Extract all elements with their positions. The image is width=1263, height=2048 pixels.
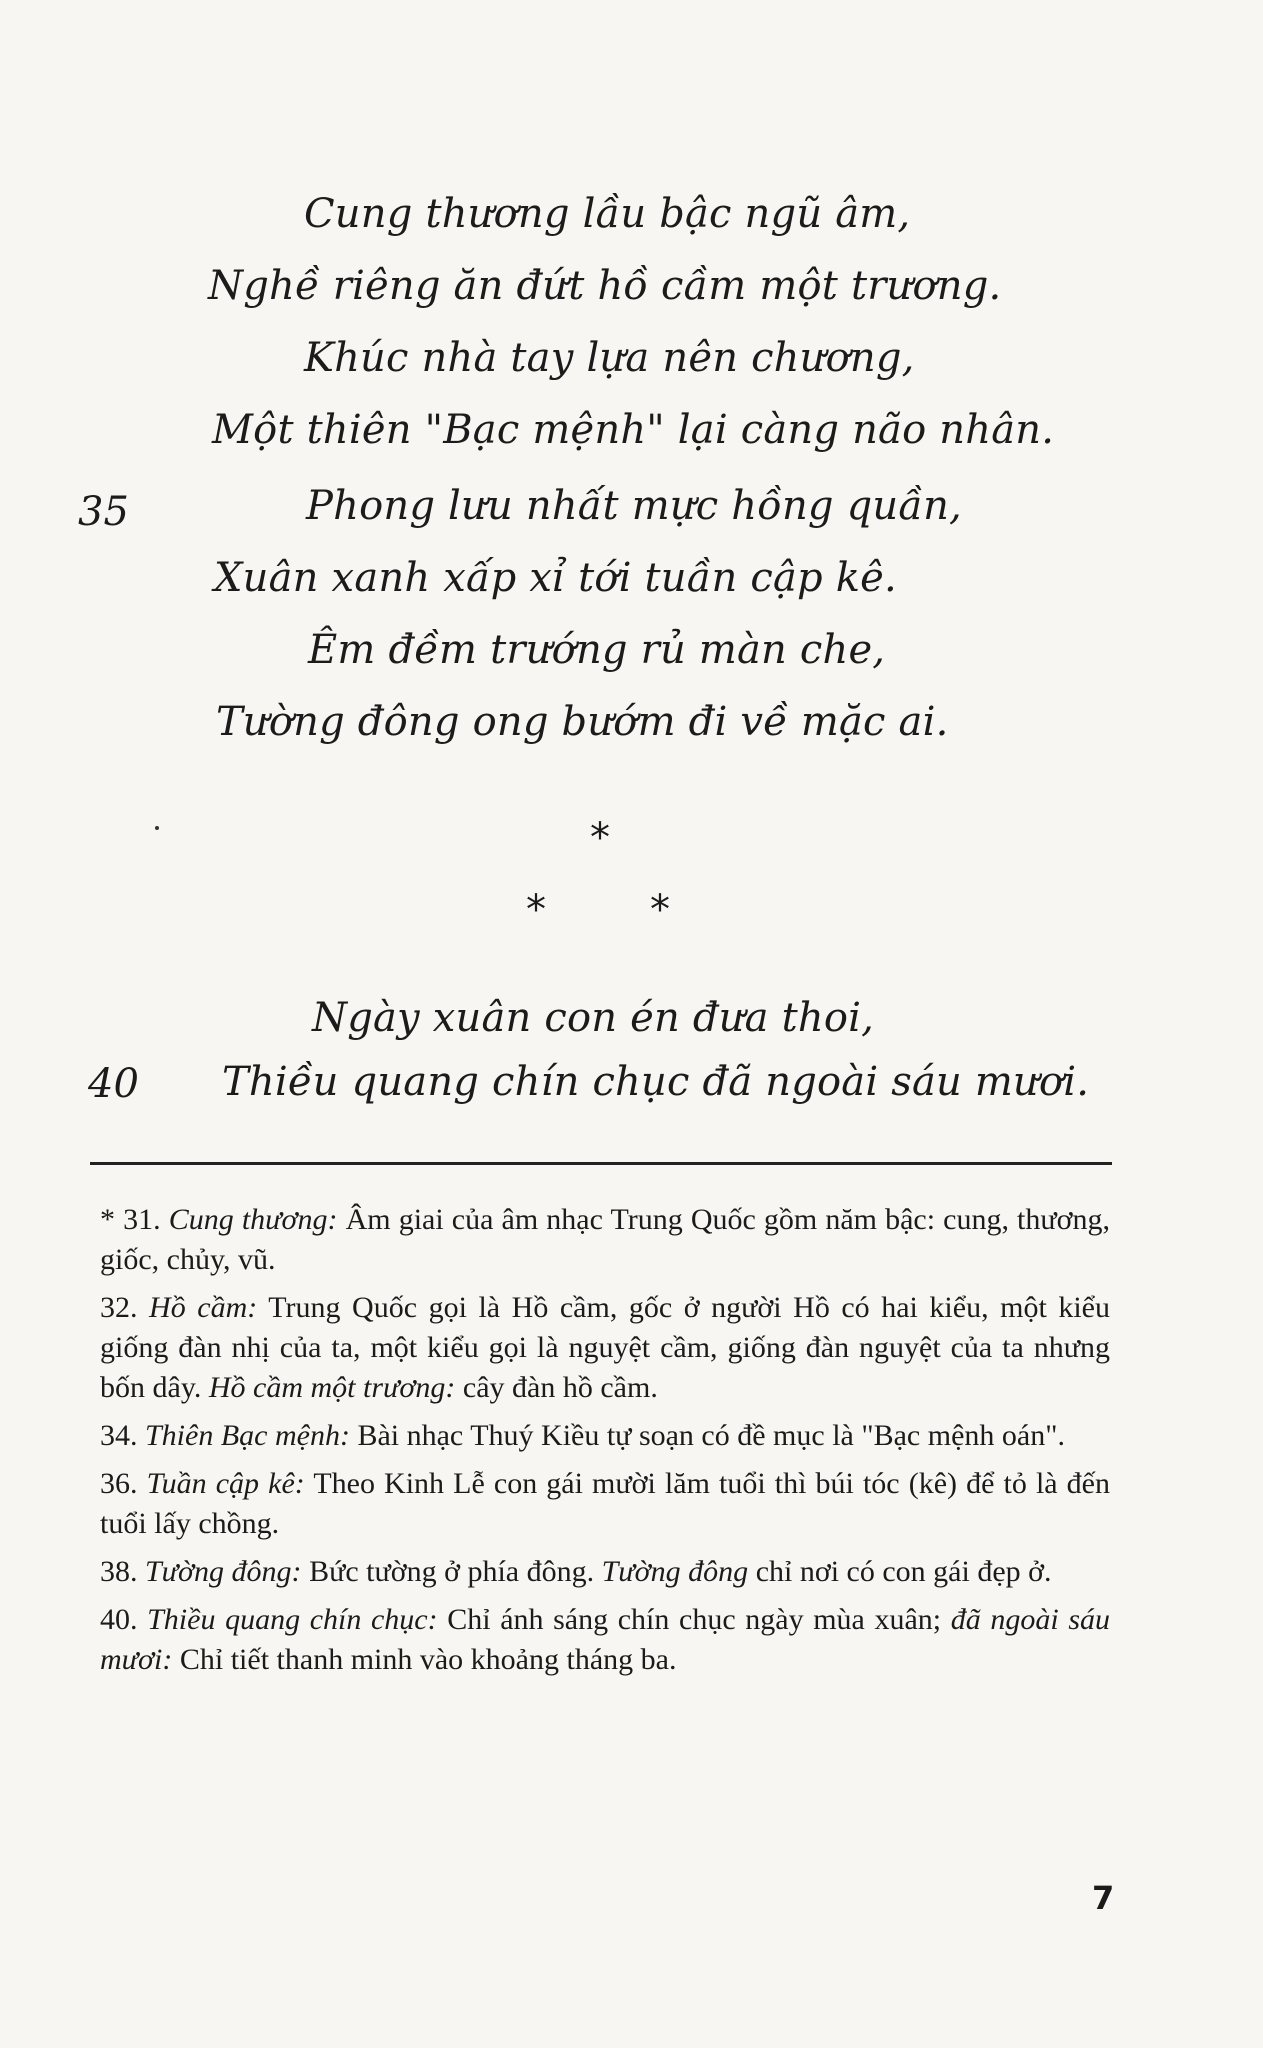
separator-star: * [590, 815, 610, 861]
separator-star: * [650, 887, 670, 933]
footnote-term: Cung thương: [168, 1203, 338, 1236]
footnote-term: Tuần cập kê: [146, 1467, 305, 1500]
footnote-text: cây đàn hồ cầm. [455, 1371, 658, 1404]
poem-line: Một thiên "Bạc mệnh" lại càng não nhân. [212, 407, 1055, 453]
footnote-number: 40. [100, 1603, 138, 1636]
footnote-text: Chỉ tiết thanh minh vào khoảng tháng ba. [172, 1643, 677, 1676]
line-number: 40 [88, 1061, 139, 1107]
footnote-32 [100, 1288, 1110, 1408]
speck [155, 826, 159, 830]
footnote-number: 31. [123, 1203, 161, 1236]
footnote-text: Bài nhạc Thuý Kiều tự soạn có đề mục là "Bạc mệnh oán". [349, 1419, 1065, 1452]
poem-line: Xuân xanh xấp xỉ tới tuần cập kê. [214, 555, 897, 601]
poem-line: Êm đềm trướng rủ màn che, [308, 627, 886, 673]
footnote-term: đã ngoài sáu mươi: [100, 1603, 1111, 1676]
footnote-38 [100, 1552, 1110, 1592]
poem-line: Ngày xuân con én đưa thoi, [312, 995, 875, 1041]
footnote-number: 36. [100, 1467, 138, 1500]
footnote-marker: * [100, 1203, 124, 1236]
footnote-text: Trung Quốc gọi là Hồ cầm, gốc ở người Hồ có hai kiểu, một kiểu giống đàn nhị của ta, một kiểu gọi là nguyệt cầm, giống đàn nguyệt của ta nhưng bốn dây. [100, 1291, 1110, 1404]
separator-star: * [526, 887, 546, 933]
footnote-31 [100, 1200, 1110, 1280]
footnote-text: Bức tường ở phía đông. [301, 1555, 595, 1588]
footnote-term: Tường đông: [145, 1555, 302, 1588]
poem-line: Phong lưu nhất mực hồng quần, [306, 483, 962, 529]
footnote-text: Theo Kinh Lễ con gái mười lăm tuổi thì búi tóc (kê) để tỏ là đến tuổi lấy chồng. [100, 1467, 1111, 1540]
footnote-34 [100, 1416, 1110, 1456]
footnote-divider [90, 1162, 1112, 1165]
footnote-text: Chỉ ánh sáng chín chục ngày mùa xuân; [437, 1603, 942, 1636]
line-number: 35 [78, 489, 129, 535]
poem-line: Thiều quang chín chục đã ngoài sáu mươi. [222, 1059, 1090, 1105]
footnote-term: Thiên Bạc mệnh: [145, 1419, 350, 1452]
poem-line: Cung thương lầu bậc ngũ âm, [304, 191, 911, 237]
footnote-number: 34. [100, 1419, 138, 1452]
footnote-number: 38. [100, 1555, 138, 1588]
footnote-40 [100, 1600, 1110, 1680]
poem-line: Tường đông ong bướm đi về mặc ai. [216, 699, 949, 745]
footnote-term: Hồ cầm: [149, 1291, 258, 1324]
poem-line: Nghề riêng ăn đứt hồ cầm một trương. [208, 263, 1002, 309]
footnotes [100, 1200, 1110, 1688]
footnote-term: Tường đông [601, 1555, 749, 1588]
footnote-number: 32. [100, 1291, 138, 1324]
footnote-term: Hồ cầm một trương: [208, 1371, 456, 1404]
footnote-text: Âm giai của âm nhạc Trung Quốc gồm năm bậc: cung, thương, giốc, chủy, vũ. [100, 1203, 1111, 1276]
footnote-36 [100, 1464, 1110, 1544]
footnote-text: chỉ nơi có con gái đẹp ở. [748, 1555, 1052, 1588]
footnote-term: Thiều quang chín chục: [147, 1603, 438, 1636]
page-number: 7 [1092, 1879, 1115, 1917]
poem-line: Khúc nhà tay lựa nên chương, [304, 335, 915, 381]
